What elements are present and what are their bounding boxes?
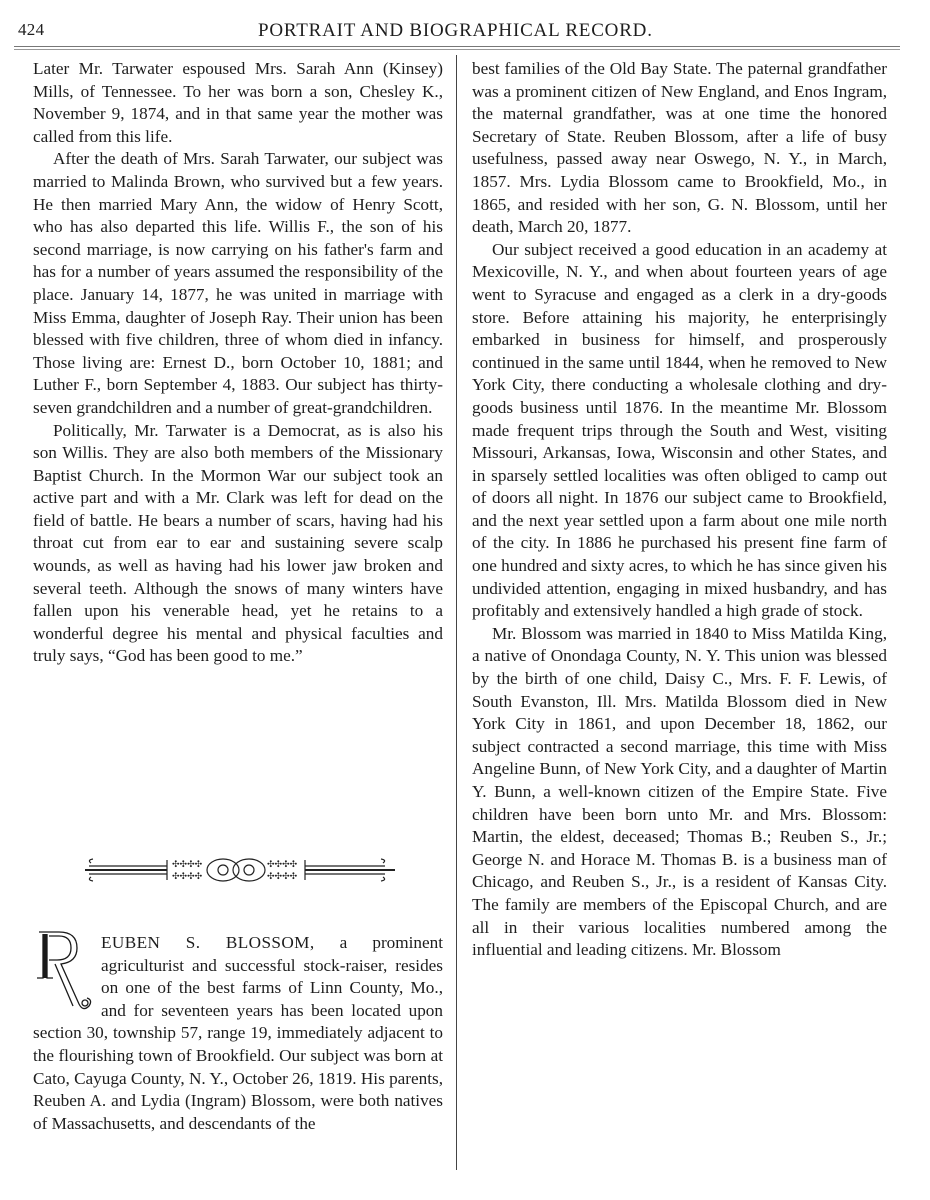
page-header [18, 16, 898, 46]
page-number: 424 [18, 20, 45, 39]
paragraph: best families of the Old Bay State. The paternal grandfather was a prominent citizen of New England, and Enos Ingram, the maternal grandfather, was at one time the honored Secretary of State. Reuben Blossom, after a life of busy usefulness, passed away near Oswego, N. Y., in March, 1857. Mrs. Lydia Blossom came to Brookfield, Mo., in 1865, and resided with her son, G. N. Blossom, until her death, March 20, 1877. [472, 59, 887, 237]
paragraph: Later Mr. Tarwater espoused Mrs. Sarah Ann (Kinsey) Mills, of Tennessee. To her was born a son, Chesley K., November 9, 1874, and in that same year the mother was called from this life. [33, 59, 443, 146]
biography-reuben-blossom [33, 932, 443, 1135]
drop-cap-r-icon [33, 928, 95, 1014]
svg-text:✣✣✣✣: ✣✣✣✣ [172, 872, 203, 882]
svg-text:✣✣✣✣: ✣✣✣✣ [267, 860, 298, 870]
left-column [33, 58, 443, 668]
paragraph: Mr. Blossom was married in 1840 to Miss Matilda King, a native of Onondaga County, N. Y. This union was blessed by the birth of one child, Daisy C., Mrs. F. F. Lewis, of South Evanston, Ill. Mrs. Matilda Blossom died in New York City in 1861, and upon December 18, 1862, our subject contracted a second marriage, this time with Miss Angeline Bunn, of New York City, and a daughter of Martin Y. Bunn, a well-known citizen of the Empire State. Five children have been born unto Mr. and Mrs. Blossom: Martin, the eldest, deceased; Thomas B.; Reuben S., Jr.; George N. and Horace M. Thomas B. is a business man of Chicago, and Reuben S., Jr., is a resident of Kansas City. The family are members of the Episcopal Church, and are all in their various localities numbered among the influential and leading citizens. Mr. Blossom [472, 623, 887, 960]
paragraph: After the death of Mrs. Sarah Tarwater, our subject was married to Malinda Brown, who survived but a few years. He then married Mary Ann, the widow of Henry Scott, who has also departed this life. Willis F., the son of his second marriage, is now carrying on his father's farm and has for a number of years assumed the responsibility of the place. January 14, 1877, he was united in marriage with Miss Emma, daughter of Joseph Ray. Their union has been blessed with five children, three of whom died in infancy. Those living are: Ernest D., born October 10, 1881; and Luther F., born September 4, 1883. Our subject has thirty-seven grandchildren and a number of great-grandchildren. [33, 149, 443, 417]
biography-lead: EUBEN S. BLOSSOM, [101, 933, 315, 952]
header-rule-secondary [14, 49, 900, 50]
svg-text:✣✣✣✣: ✣✣✣✣ [267, 872, 298, 882]
column-divider [456, 55, 457, 1170]
paragraph: Our subject received a good education in an academy at Mexicoville, N. Y., and when about fourteen years of age went to Syracuse and engaged as a clerk in a dry-goods store. Before attaining his majority, he enterprisingly embarked in business for himself, and prosperously continued in the same until 1844, when he removed to New York City, there conducting a wholesale clothing and dry-goods business until 1876. In the meantime Mr. Blossom made frequent trips through the South and West, visiting Missouri, Arkansas, Iowa, Wisconsin and other States, and in sparsely settled localities was often obliged to camp out of doors all night. In 1876 our subject came to Brookfield, and the next year settled upon a farm about one mile north of the city. In 1886 he purchased his present fine farm of one hundred and sixty acres, to which he has since given his undivided attention, engaging in mixed husbandry, and has profitably and extensively handled a high grade of stock. [472, 239, 887, 621]
right-column [472, 58, 887, 962]
biography-text: a prominent agriculturist and successful stock-raiser, resides on one of the best farms of Linn County, Mo., and for seventeen years has been located upon section 30, township 57, range 19, immediately adjacent to the flourishing town of Brookfield. Our subject was born at Cato, Cayuga County, N. Y., October 26, 1819. His parents, Reuben A. and Lydia (Ingram) Blossom, were both natives of Massachusetts, and descendants of the [33, 933, 443, 1133]
svg-text:✣✣✣✣: ✣✣✣✣ [172, 860, 203, 870]
ornamental-divider-icon [85, 852, 430, 888]
paragraph: Politically, Mr. Tarwater is a Democrat, as is also his son Willis. They are also both members of the Missionary Baptist Church. In the Mormon War our subject took an active part and with a Mr. Clark was left for dead on the field of battle. He bears a number of scars, having had his throat cut from ear to ear and sustaining severe scalp wounds, as well as having had his lower jaw broken and several teeth. Although the snows of many winters have fallen upon his venerable head, yet he retains to a wonderful degree his mental and physical faculties and truly says, “God has been good to me.” [33, 420, 443, 666]
header-rule [14, 46, 900, 47]
running-title: PORTRAIT AND BIOGRAPHICAL RECORD. [258, 20, 653, 41]
